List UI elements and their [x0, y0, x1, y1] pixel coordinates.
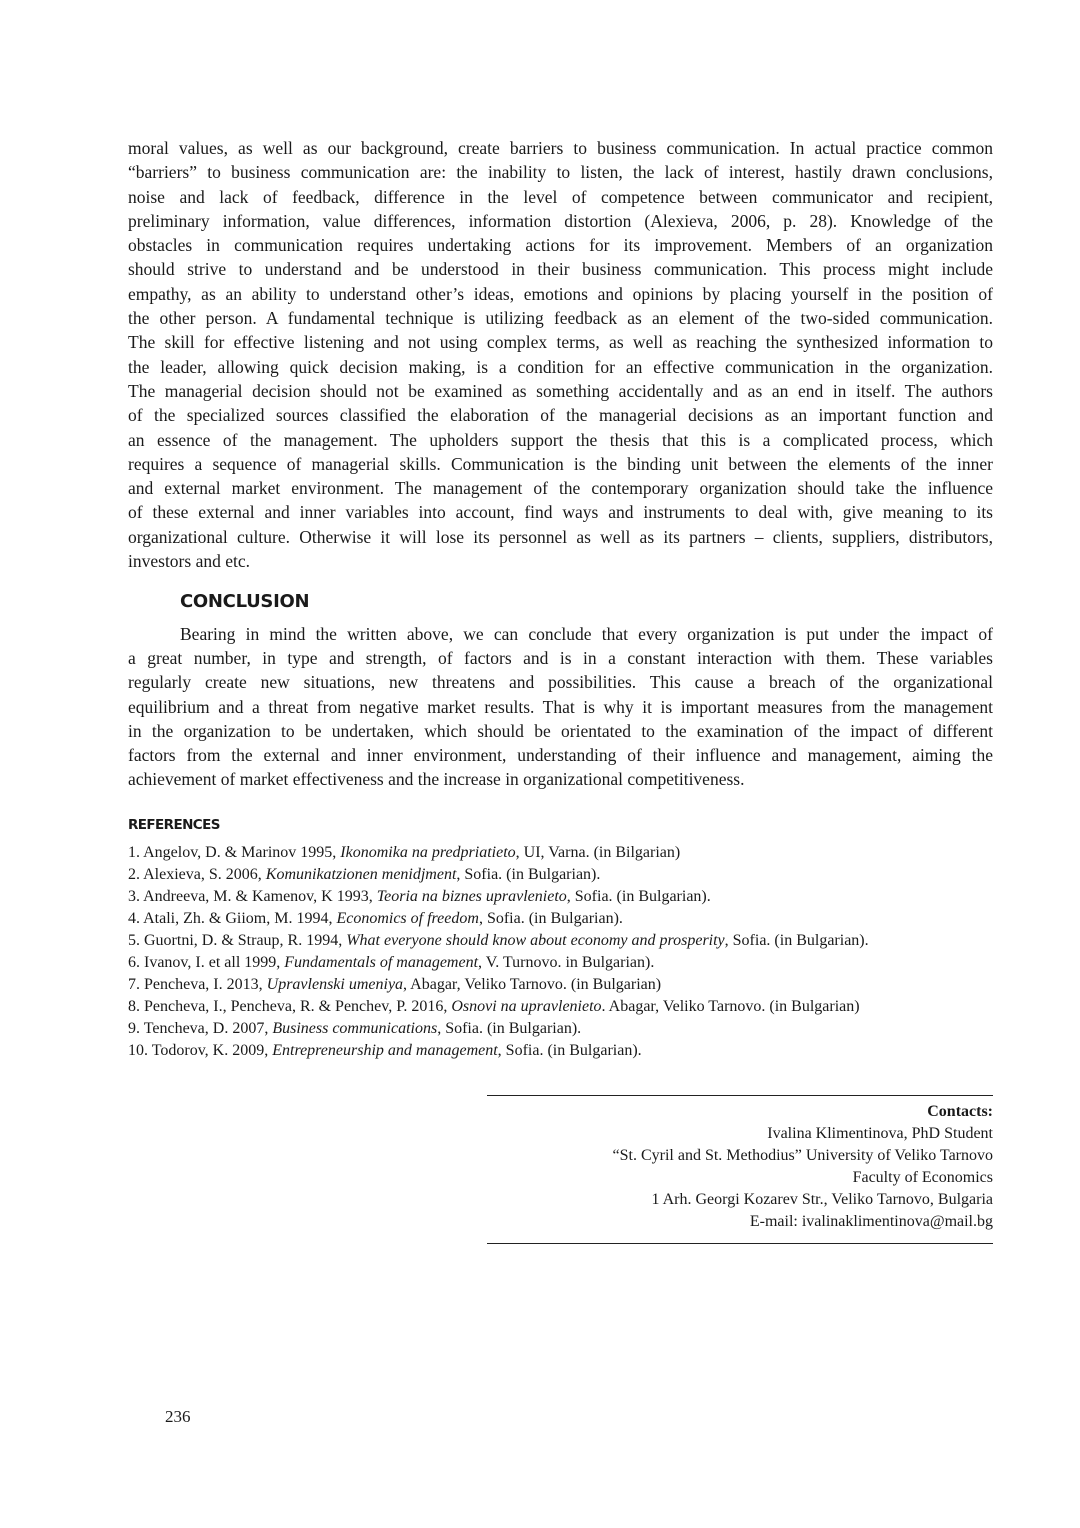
text-line: achievement of market effectiveness and the increase in organizational competitiveness.	[128, 769, 745, 790]
reference-item	[128, 886, 993, 908]
contact-faculty: Faculty of Economics	[852, 1169, 993, 1186]
text-line: of these external and inner variables into account, find ways and instruments to deal with, give meaning to its	[128, 502, 993, 523]
reference-title: Osnovi na upravlenieto	[451, 998, 602, 1015]
conclusion-paragraph	[128, 622, 993, 791]
reference-post: , UI, Varna. (in Bilgarian)	[515, 844, 681, 861]
text-line: preliminary information, value differences, information distortion (Alexieva, 2006, p. 28). Knowledge of the	[128, 210, 993, 231]
text-line: in the organization to be undertaken, which should be orientated to the examination of the impact of different	[128, 720, 993, 741]
contact-address: 1 Arh. Georgi Kozarev Str., Veliko Tarnovo, Bulgaria	[651, 1191, 993, 1208]
reference-title: Entrepreneurship and management	[272, 1042, 498, 1059]
reference-post: , Sofia. (in Bulgarian).	[478, 910, 623, 927]
text-line: “barriers” to business communication are: the inability to listen, the lack of interest, hastily drawn conclusions,	[128, 162, 993, 183]
reference-post: , Sofia. (in Bulgarian).	[456, 866, 601, 883]
contacts-bottom-rule	[487, 1243, 993, 1244]
text-line: should strive to understand and be understood in their business communication. This process might include	[128, 259, 993, 280]
reference-post: , Sofia. (in Bulgarian).	[437, 1020, 582, 1037]
text-line: The skill for effective listening and not using complex terms, as well as reaching the synthesized information to	[128, 332, 993, 353]
reference-item	[128, 996, 993, 1018]
reference-item	[128, 1018, 993, 1040]
text-line: regularly create new situations, new threatens and possibilities. This cause a breach of the organizational	[128, 672, 993, 693]
reference-post: , Sofia. (in Bulgarian).	[724, 932, 869, 949]
reference-item	[128, 864, 993, 886]
reference-pre: 7. Pencheva, I. 2013,	[128, 976, 267, 993]
text-line: a great number, in type and strength, of factors and is in a constant interaction with them. These variables	[128, 648, 993, 669]
text-line: the other person. A fundamental technique is utilizing feedback as an element of the two-sided communication.	[128, 308, 993, 329]
contact-university: “St. Cyril and St. Methodius” University of Veliko Tarnovo	[612, 1147, 993, 1164]
reference-title: What everyone should know about economy and prosperity	[346, 932, 725, 949]
reference-item	[128, 908, 993, 930]
contacts-block	[487, 1101, 993, 1233]
text-line: empathy, as an ability to understand other’s ideas, emotions and opinions by placing yourself in the position of	[128, 283, 993, 304]
text-line: Bearing in mind the written above, we can conclude that every organization is put under the impact of	[180, 624, 993, 644]
reference-pre: 3. Andreeva, M. & Kamenov, K 1993,	[128, 888, 377, 905]
reference-pre: 1. Angelov, D. & Marinov 1995,	[128, 844, 341, 861]
reference-item	[128, 930, 993, 952]
reference-title: Upravlenski umeniya	[266, 976, 404, 993]
reference-pre: 8. Pencheva, I., Pencheva, R. & Penchev, P. 2016,	[128, 998, 452, 1015]
reference-pre: 5. Guortni, D. & Straup, R. 1994,	[128, 932, 347, 949]
reference-title: Teoria na biznes upravlenieto	[376, 888, 567, 905]
reference-pre: 4. Atali, Zh. & Giiom, M. 1994,	[128, 910, 337, 927]
contacts-top-rule	[487, 1095, 993, 1096]
reference-title: Business communications	[272, 1020, 438, 1037]
reference-item	[128, 952, 993, 974]
page-number: 236	[165, 1407, 191, 1426]
references-list	[128, 842, 993, 1062]
reference-post: , Sofia. (in Bulgarian).	[566, 888, 711, 905]
contacts-title: Contacts:	[927, 1103, 993, 1120]
body-paragraph	[128, 136, 993, 573]
reference-post: , Abagar, Veliko Tarnovo. (in Bulgarian)	[403, 976, 662, 993]
conclusion-heading: CONCLUSION	[180, 591, 310, 612]
text-line: an essence of the management. The upholders support the thesis that this is a complicated process, which	[128, 429, 993, 450]
reference-pre: 6. Ivanov, I. et all 1999,	[128, 954, 285, 971]
text-line: investors and etc.	[128, 551, 250, 572]
text-line: of the specialized sources classified the elaboration of the managerial decisions as an important function and	[128, 405, 993, 426]
reference-post: . Abagar, Veliko Tarnovo. (in Bulgarian)	[601, 998, 860, 1015]
text-line: and external market environment. The management of the contemporary organization should take the influence	[128, 478, 993, 499]
reference-item	[128, 1040, 993, 1062]
reference-pre: 9. Tencheva, D. 2007,	[128, 1020, 273, 1037]
reference-pre: 2. Alexieva, S. 2006,	[128, 866, 266, 883]
reference-title: Komunikatzionen menidjment	[265, 866, 457, 883]
reference-title: Ikonomika na predpriatieto	[340, 844, 516, 861]
reference-post: , V. Turnovo. in Bulgarian).	[478, 954, 655, 971]
reference-item	[128, 842, 993, 864]
contact-email: E-mail: ivalinaklimentinova@mail.bg	[749, 1213, 993, 1230]
contact-name: Ivalina Klimentinova, PhD Student	[767, 1125, 993, 1142]
text-line: equilibrium and a threat from negative market results. That is why it is important measures from the management	[128, 696, 993, 717]
reference-pre: 10. Todorov, K. 2009,	[128, 1042, 273, 1059]
text-line: moral values, as well as our background, create barriers to business communication. In actual practice common	[128, 138, 993, 158]
references-heading: REFERENCES	[128, 817, 220, 833]
reference-item	[128, 974, 993, 996]
text-line: noise and lack of feedback, difference in the level of competence between communicator and recipient,	[128, 186, 993, 207]
text-line: requires a sequence of managerial skills. Communication is the binding unit between the elements of the inner	[128, 453, 993, 474]
text-line: obstacles in communication requires undertaking actions for its improvement. Members of an organization	[128, 235, 993, 256]
reference-title: Fundamentals of management	[284, 954, 479, 971]
reference-title: Economics of freedom	[336, 910, 479, 927]
reference-post: , Sofia. (in Bulgarian).	[497, 1042, 642, 1059]
text-line: the leader, allowing quick decision making, is a condition for an effective communication in the organization.	[128, 356, 993, 377]
text-line: The managerial decision should not be examined as something accidentally and as an end in itself. The authors	[128, 380, 993, 401]
text-line: organizational culture. Otherwise it will lose its personnel as well as its partners – clients, suppliers, distributors,	[128, 526, 993, 547]
text-line: factors from the external and inner environment, understanding of their influence and management, aiming the	[128, 745, 993, 766]
